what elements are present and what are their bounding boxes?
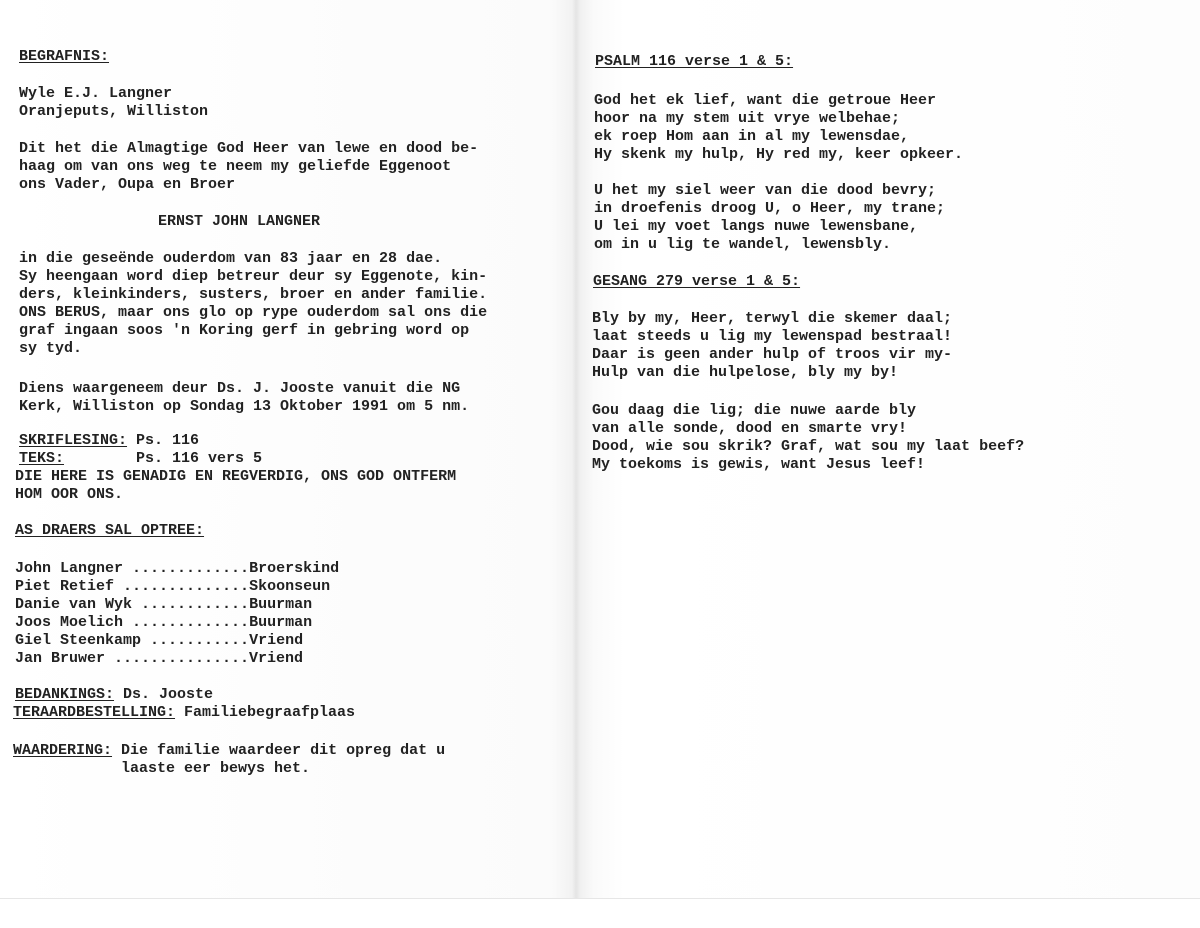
heading-begrafnis: BEGRAFNIS: (19, 48, 110, 65)
psalm-line: in droefenis droog U, o Heer, my trane; (594, 200, 946, 217)
service-line: Diens waargeneem deur Ds. J. Jooste vanuit die NG (19, 380, 461, 397)
bearer-role: Broerskind (249, 560, 340, 577)
psalm-line: hoor na my stem uit vrye welbehae; (594, 110, 901, 127)
teks-label: TEKS: (19, 450, 65, 467)
waardering-row (13, 742, 445, 760)
gesang-line: My toekoms is gewis, want Jesus leef! (592, 456, 926, 473)
teks-row (19, 450, 262, 468)
bearer-name: Giel Steenkamp (15, 632, 142, 649)
announce-line: haag om van ons weg te neem my geliefde Eggenoot (19, 158, 452, 175)
bearer-role: Buurman (249, 614, 313, 631)
bearer-dots: .............. (114, 578, 250, 595)
mourning-line: Sy heengaan word diep betreur deur sy Eggenote, kin- (19, 268, 488, 285)
deceased-place: Oranjeputs, Williston (19, 103, 209, 120)
gesang-line: Hulp van die hulpelose, bly my by! (592, 364, 899, 381)
draers-heading: AS DRAERS SAL OPTREE: (15, 522, 205, 539)
mourning-line: sy tyd. (19, 340, 83, 357)
bearer-dots: ............ (132, 596, 250, 613)
gesang-line: Gou daag die lig; die nuwe aarde bly (592, 402, 917, 419)
psalm-line: ek roep Hom aan in al my lewensdae, (594, 128, 910, 145)
teraard-row (13, 704, 355, 722)
bearer-name: Jan Bruwer (15, 650, 106, 667)
skriflesing-label: SKRIFLESING: (19, 432, 128, 449)
teks-quote-line: DIE HERE IS GENADIG EN REGVERDIG, ONS GOD ONTFERM (15, 468, 457, 485)
waardering-text: laaste eer bewys het. (13, 760, 311, 777)
bearer-row (15, 632, 303, 650)
announce-line: ons Vader, Oupa en Broer (19, 176, 236, 193)
mourning-line: in die geseënde ouderdom van 83 jaar en 28 dae. (19, 250, 443, 267)
bearer-role: Buurman (249, 596, 313, 613)
scan-bottom-margin (0, 898, 1200, 928)
mourning-line: graf ingaan soos 'n Koring gerf in gebring word op (19, 322, 470, 339)
gesang-line: Daar is geen ander hulp of troos vir my- (592, 346, 953, 363)
gesang-line: laat steeds u lig my lewenspad bestraal! (592, 328, 953, 345)
teks-quote-line: HOM OOR ONS. (15, 486, 124, 503)
skriflesing-row (19, 432, 199, 450)
bearer-dots: ........... (141, 632, 250, 649)
bearer-role: Skoonseun (249, 578, 331, 595)
gesang-heading: GESANG 279 verse 1 & 5: (593, 273, 801, 290)
gesang-line: Dood, wie sou skrik? Graf, wat sou my laat beef? (592, 438, 1025, 455)
service-line: Kerk, Williston op Sondag 13 Oktober 1991 om 5 nm. (19, 398, 470, 415)
psalm-line: God het ek lief, want die getroue Heer (594, 92, 937, 109)
teks-value: Ps. 116 vers 5 (64, 450, 263, 467)
bearer-dots: ............. (123, 560, 250, 577)
teraard-label: TERAARDBESTELLING: (13, 704, 176, 721)
bearer-row (15, 614, 312, 632)
bearer-role: Vriend (249, 650, 304, 667)
bearer-row (15, 560, 339, 578)
gesang-line: van alle sonde, dood en smarte vry! (592, 420, 908, 437)
bearer-name: Joos Moelich (15, 614, 124, 631)
announce-line: Dit het die Almagtige God Heer van lewe en dood be- (19, 140, 479, 157)
bedankings-row (15, 686, 213, 704)
bearer-row (15, 578, 330, 596)
full-name: ERNST JOHN LANGNER (158, 213, 321, 230)
teraard-value: Familiebegraafplaas (175, 704, 356, 721)
bedankings-label: BEDANKINGS: (15, 686, 115, 703)
bearer-dots: ............. (123, 614, 250, 631)
bearer-name: Piet Retief (15, 578, 115, 595)
waardering-text: Die familie waardeer dit opreg dat u (112, 742, 446, 759)
bearer-row (15, 596, 312, 614)
deceased-name: Wyle E.J. Langner (19, 85, 173, 102)
skriflesing-value: Ps. 116 (127, 432, 200, 449)
bedankings-value: Ds. Jooste (114, 686, 214, 703)
bearer-role: Vriend (249, 632, 304, 649)
psalm-line: U lei my voet langs nuwe lewensbane, (594, 218, 919, 235)
mourning-line: ONS BERUS, maar ons glo op rype ouderdom sal ons die (19, 304, 488, 321)
psalm-line: U het my siel weer van die dood bevry; (594, 182, 937, 199)
gesang-line: Bly by my, Heer, terwyl die skemer daal; (592, 310, 953, 327)
mourning-line: ders, kleinkinders, susters, broer en ander familie. (19, 286, 488, 303)
psalm-line: om in u lig te wandel, lewensbly. (594, 236, 892, 253)
page-fold (572, 0, 580, 900)
psalm-line: Hy skenk my hulp, Hy red my, keer opkeer. (594, 146, 964, 163)
bearer-row (15, 650, 303, 668)
waardering-label: WAARDERING: (13, 742, 113, 759)
bearer-name: John Langner (15, 560, 124, 577)
bearer-name: Danie van Wyk (15, 596, 133, 613)
psalm-heading: PSALM 116 verse 1 & 5: (595, 53, 794, 70)
bearer-dots: ............... (105, 650, 250, 667)
